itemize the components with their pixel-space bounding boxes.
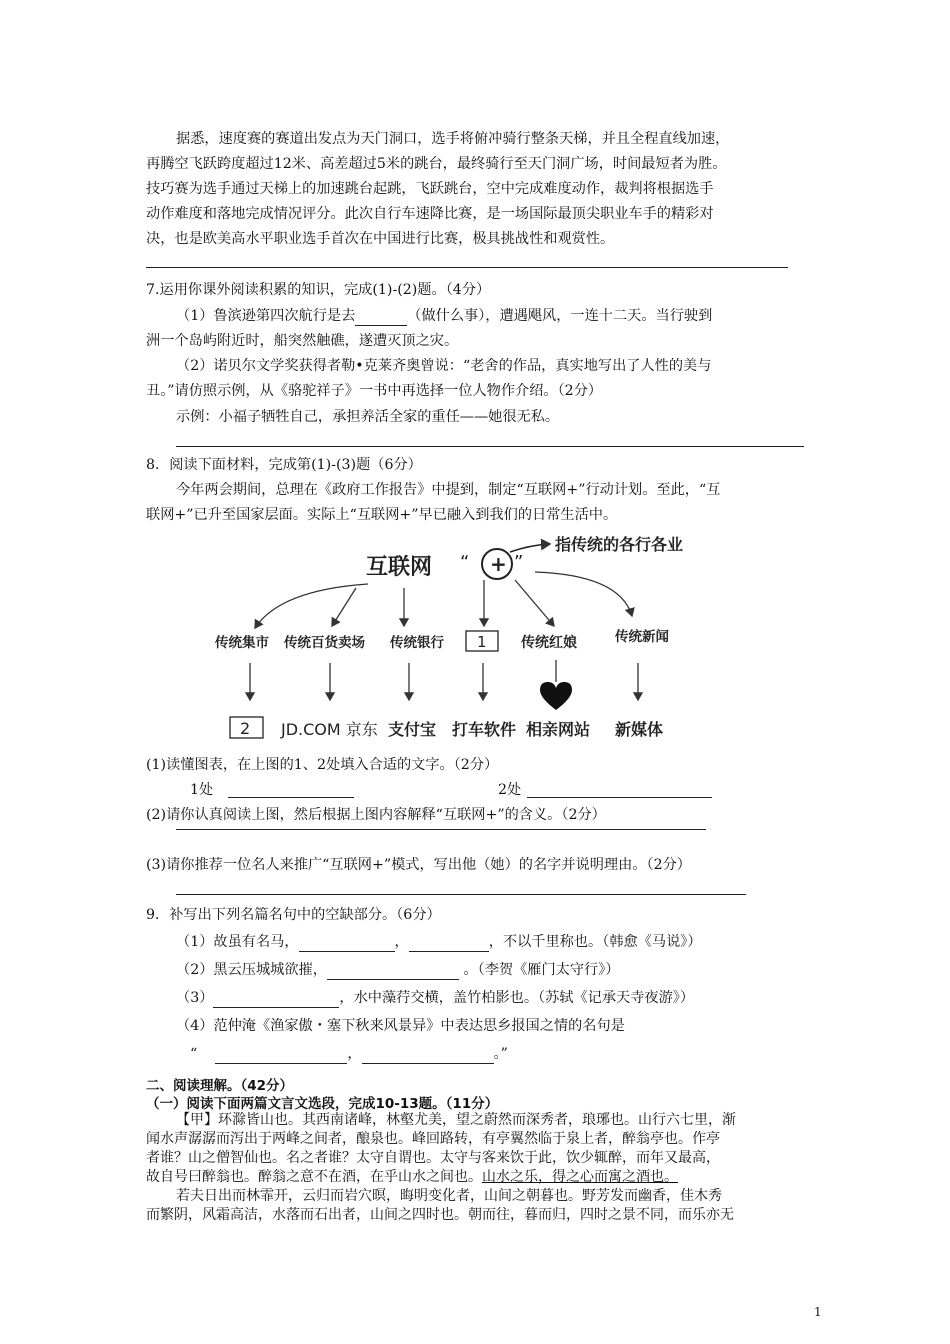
q8-blank1-line[interactable] xyxy=(228,797,354,798)
q8-sub3: (3)请你推荐一位名人来推广“互联网+”模式，写出他（她）的名字并说明理由。（2分） xyxy=(146,857,691,873)
internet-alipay: 支付宝 xyxy=(388,720,437,739)
intro-line-4: 动作难度和落地完成情况评分。此次自行车速降比赛，是一场国际最顶尖职业车手的精彩对 xyxy=(146,206,714,222)
internet-newmedia: 新媒体 xyxy=(615,720,664,739)
internet-dating: 相亲网站 xyxy=(526,720,591,739)
q8-stem: 8．阅读下面材料，完成第(1)-(3)题（6分） xyxy=(146,457,422,473)
traditional-matchmaker: 传统红娘 xyxy=(521,635,577,651)
underlined-sentence: 山水之乐，得之心而寓之酒也。 xyxy=(482,1169,678,1185)
q8-sub3-answer-line[interactable] xyxy=(176,894,746,895)
diagram-callout: 指传统的各行各业 xyxy=(555,535,684,554)
q9-stem: 9．补写出下列名篇名句中的空缺部分。（6分） xyxy=(146,907,441,923)
q9-blank-2[interactable] xyxy=(327,963,459,980)
traditional-store: 传统百货卖场 xyxy=(284,635,365,651)
passage-line-5: 若夫日出而林霏开，云归而岩穴暝，晦明变化者，山间之朝暮也。野芳发而幽香，佳木秀 xyxy=(176,1188,722,1204)
q7-part2-line2: 丑。”请仿照示例，从《骆驼祥子》一书中再选择一位人物作介绍。（2分） xyxy=(146,383,603,399)
passage-line-4: 故自号曰醉翁也。醉翁之意不在酒，在乎山水之间也。山水之乐，得之心而寓之酒也。 xyxy=(146,1169,678,1185)
diagram-quote-open: “ xyxy=(460,552,470,573)
internet-taxi: 打车软件 xyxy=(452,720,517,739)
q7-part1-line2: 洲一个岛屿附近时，船突然触礁，遂遭灭顶之灾。 xyxy=(146,333,459,349)
q7-stem: 7.运用你课外阅读积累的知识，完成(1)-(2)题。（4分） xyxy=(146,282,491,298)
traditional-bank: 传统银行 xyxy=(390,635,444,651)
q7-part1-line1: （1）鲁滨逊第四次航行是去 （做什么事），遭遇飓风，一连十二天。当行驶到 xyxy=(176,308,713,324)
intro-line-1: 据悉，速度赛的赛道出发点为天门洞口，选手将俯冲骑行整条天梯，并且全程直线加速， xyxy=(176,131,730,147)
q9-line1: （1）故虽有名马， ， ，不以千里称也。（韩愈《马说》） xyxy=(176,934,702,950)
q9-line4-answer: “ ， 。” xyxy=(190,1046,508,1062)
q9-line3: （3） ，水中藻荇交横，盖竹柏影也。（苏轼《记承天寺夜游》） xyxy=(176,990,695,1006)
arrow-to-market xyxy=(255,584,368,628)
passage-line-3: 者谁？山之僧智仙也。名之者谁？太守自谓也。太守与客来饮于此，饮少辄醉，而年又最高， xyxy=(146,1150,720,1166)
diagram-quote-close: ” xyxy=(514,552,524,573)
internet-jd: JD.COM 京东 xyxy=(281,720,378,739)
q7-part2-line1: （2）诺贝尔文学奖获得者勒•克莱齐奥曾说：“老舍的作品，真实地写出了人性的美与 xyxy=(176,358,712,374)
q9-line4: （4）范仲淹《渔家傲・塞下秋来风景异》中表达思乡报国之情的名句是 xyxy=(176,1018,625,1034)
passage-line-2: 闻水声潺潺而泻出于两峰之间者，酿泉也。峰回路转，有亭翼然临于泉上者，醉翁亭也。作亭 xyxy=(146,1131,720,1147)
diagram-center-label: 互联网 xyxy=(366,555,433,580)
page-number: 1 xyxy=(814,1305,822,1319)
box2-label: 2 xyxy=(240,719,251,738)
q9-blank-4b[interactable] xyxy=(362,1047,494,1064)
q8-blank2-label: 2处 xyxy=(498,782,522,798)
q8-para-line1: 今年两会期间，总理在《政府工作报告》中提到，制定“互联网+”行动计划。至此，“互 xyxy=(176,482,721,498)
q9-line2: （2）黑云压城城欲摧， 。（李贺《雁门太守行》） xyxy=(176,962,620,978)
q8-blank2-line[interactable] xyxy=(527,797,712,798)
intro-line-5: 决，也是欧美高水平职业选手首次在中国进行比赛，极具挑战性和观赏性。 xyxy=(146,231,615,247)
passage-line-1: 【甲】环滁皆山也。其西南诸峰，林壑尤美，望之蔚然而深秀者，琅琊也。山行六七里，渐 xyxy=(176,1112,736,1128)
q8-para-line2: 联网+”已升至国家层面。实际上“互联网+”早已融入到我们的日常生活中。 xyxy=(146,507,618,523)
q9-blank-3[interactable] xyxy=(213,991,339,1008)
arrow-to-news xyxy=(535,572,632,616)
arrow-to-matchmaker xyxy=(515,580,554,626)
q8-sub1: (1)读懂图表，在上图的1、2处填入合适的文字。（2分） xyxy=(146,757,499,773)
q8-sub2-answer-line[interactable] xyxy=(176,829,706,830)
section2-title: 二、阅读理解。（42分） xyxy=(146,1078,294,1094)
intro-line-3: 技巧赛为选手通过天梯上的加速跳台起跳，飞跃跳台，空中完成难度动作，裁判将根据选手 xyxy=(146,181,714,197)
arrow-to-store xyxy=(332,588,356,626)
q7-example: 示例：小福子牺牲自己，承担养活全家的重任——她很无私。 xyxy=(176,409,560,425)
traditional-market: 传统集市 xyxy=(215,635,269,651)
q9-blank-1a[interactable] xyxy=(299,935,395,952)
q8-sub2: (2)请你认真阅读上图，然后根据上图内容解释“互联网+”的含义。（2分） xyxy=(146,807,606,823)
passage-line-6: 而繁阴，风霜高洁，水落而石出者，山间之四时也。朝而往，暮而归，四时之景不同，而乐亦无 xyxy=(146,1207,734,1223)
callout-arrow xyxy=(510,544,550,552)
q9-blank-4a[interactable] xyxy=(215,1047,347,1064)
heart-icon xyxy=(540,682,572,710)
q9-blank-1b[interactable] xyxy=(409,935,489,952)
box1-label: 1 xyxy=(477,633,487,651)
intro-line-2: 再腾空飞跃跨度超过12米、高差超过5米的跳台，最终骑行至天门洞广场，时间最短者为胜。 xyxy=(146,156,727,172)
section2-subtitle: （一）阅读下面两篇文言文选段，完成10-13题。（11分） xyxy=(146,1096,499,1112)
q8-blank1-label: 1处 xyxy=(190,782,214,798)
diagram-plus: + xyxy=(490,552,507,576)
traditional-news: 传统新闻 xyxy=(615,629,669,645)
